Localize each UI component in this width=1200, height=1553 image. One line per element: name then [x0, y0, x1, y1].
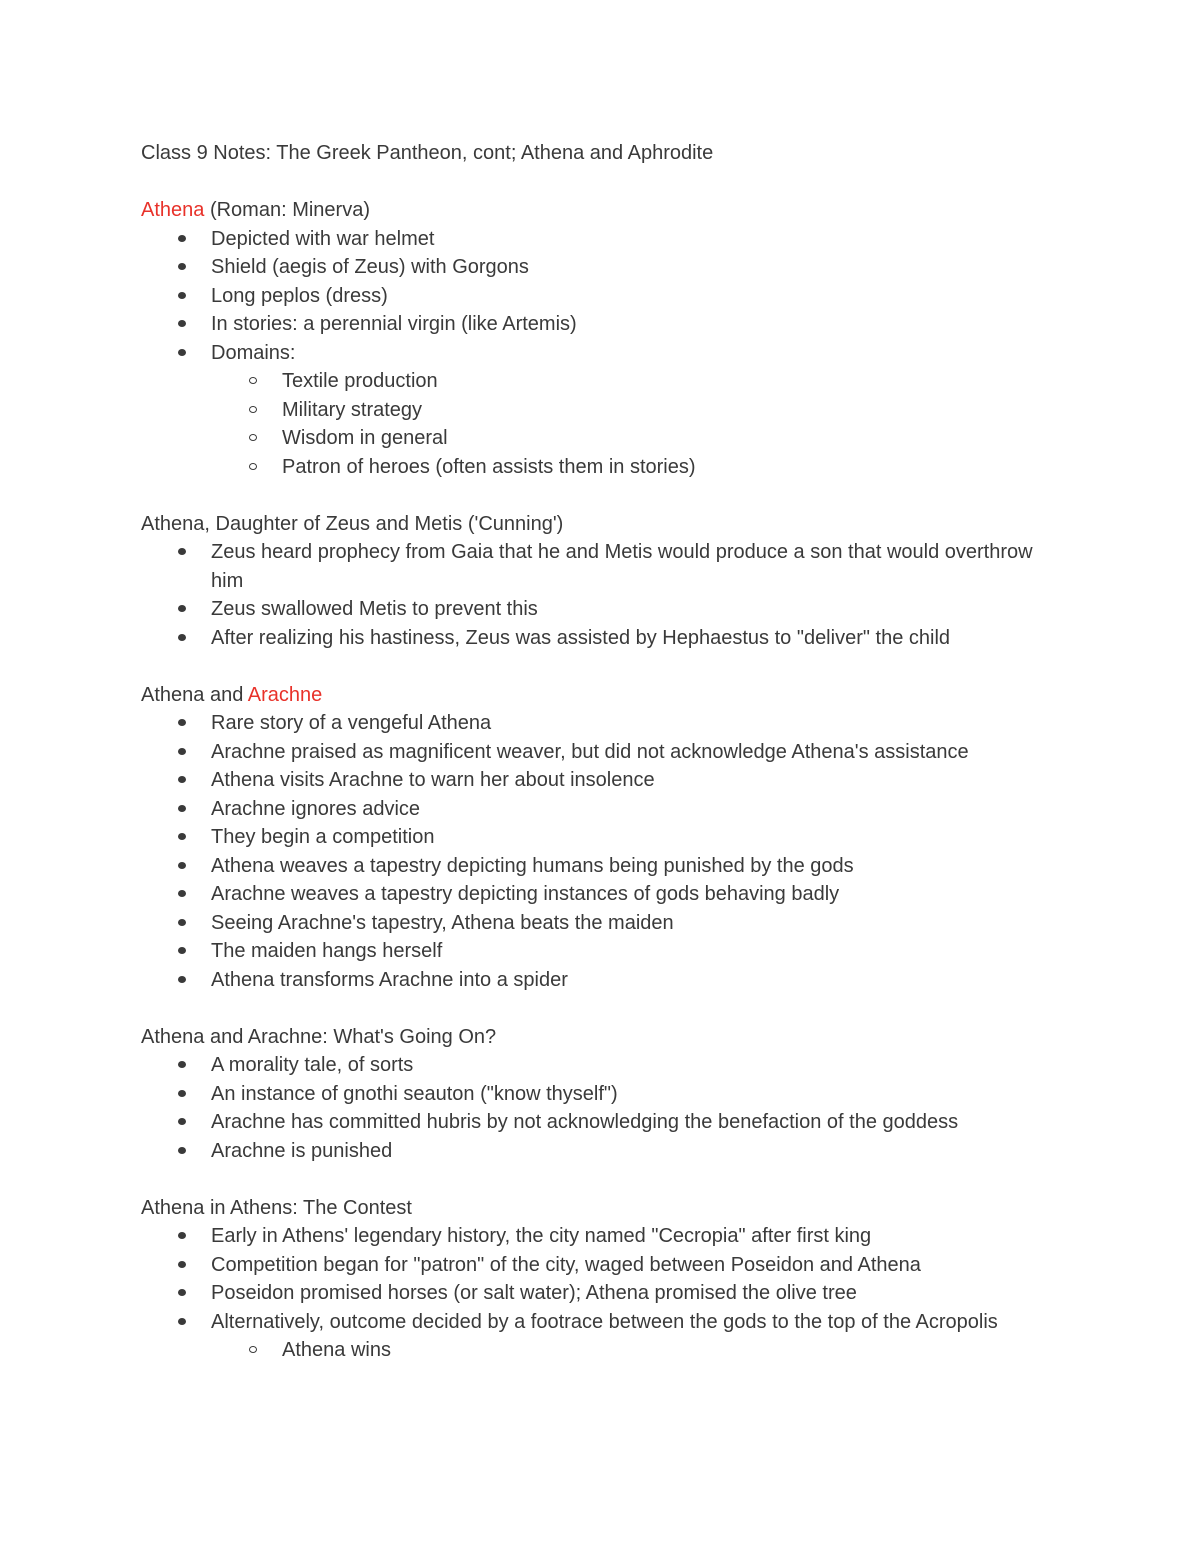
notes-section	[141, 196, 1061, 481]
bullet-item: Athena transforms Arachne into a spider	[141, 966, 1061, 995]
highlighted-name: Athena	[141, 199, 205, 221]
bullet-item: Zeus swallowed Metis to prevent this	[141, 595, 1061, 624]
bullet-item: Rare story of a vengeful Athena	[141, 709, 1061, 738]
bullet-item: An instance of gnothi seauton ("know thyself")	[141, 1080, 1061, 1109]
section-spacer	[141, 1165, 1061, 1194]
notes-section	[141, 1023, 1061, 1166]
heading-text: Athena and Arachne: What's Going On?	[141, 1025, 497, 1048]
bullet-item: Arachne praised as magnificent weaver, but did not acknowledge Athena's assistance	[141, 738, 1061, 767]
section-heading	[141, 1194, 1061, 1223]
heading-text: Athena and	[141, 683, 248, 706]
heading-text: Athena, Daughter of Zeus and Metis ('Cunning')	[141, 512, 564, 535]
bullet-item: Poseidon promised horses (or salt water); Athena promised the olive tree	[141, 1279, 1061, 1308]
bullet-item: Early in Athens' legendary history, the city named "Cecropia" after first king	[141, 1222, 1061, 1251]
highlighted-name: Arachne	[247, 683, 323, 706]
section-heading	[141, 1023, 1061, 1052]
notes-section	[141, 681, 1061, 995]
bullet-item: Seeing Arachne's tapestry, Athena beats the maiden	[141, 909, 1061, 938]
notes-section	[141, 1194, 1061, 1365]
notes-section	[141, 510, 1061, 653]
bullet-list	[141, 1051, 1061, 1165]
sub-bullet-item: Textile production	[141, 367, 1061, 396]
section-heading	[141, 510, 1061, 539]
section-heading	[141, 681, 1061, 710]
bullet-item: Athena visits Arachne to warn her about insolence	[141, 766, 1061, 795]
sub-bullet-item: Military strategy	[141, 396, 1061, 425]
bullet-item: Shield (aegis of Zeus) with Gorgons	[141, 253, 1061, 282]
bullet-item: Zeus heard prophecy from Gaia that he and Metis would produce a son that would overthrow him	[141, 538, 1061, 595]
bullet-item: A morality tale, of sorts	[141, 1051, 1061, 1080]
bullet-item: Long peplos (dress)	[141, 282, 1061, 311]
bullet-item: After realizing his hastiness, Zeus was assisted by Hephaestus to "deliver" the child	[141, 624, 1061, 653]
sub-bullet-item: Athena wins	[141, 1336, 1061, 1365]
sub-bullet-item: Wisdom in general	[141, 424, 1061, 453]
bullet-list	[141, 538, 1061, 652]
section-spacer	[141, 168, 1061, 197]
bullet-list	[141, 225, 1061, 482]
bullet-item: Alternatively, outcome decided by a footrace between the gods to the top of the Acropolis	[141, 1308, 1061, 1337]
sections-container	[141, 168, 1061, 1365]
section-spacer	[141, 481, 1061, 510]
heading-text: Athena in Athens: The Contest	[141, 1196, 412, 1219]
bullet-item: Competition began for "patron" of the city, waged between Poseidon and Athena	[141, 1251, 1061, 1280]
section-spacer	[141, 652, 1061, 681]
bullet-item: They begin a competition	[141, 823, 1061, 852]
bullet-item: Depicted with war helmet	[141, 225, 1061, 254]
heading-text: (Roman: Minerva)	[204, 199, 370, 221]
bullet-item: Arachne weaves a tapestry depicting instances of gods behaving badly	[141, 880, 1061, 909]
bullet-item: Arachne is punished	[141, 1137, 1061, 1166]
bullet-item: Arachne ignores advice	[141, 795, 1061, 824]
section-heading	[141, 196, 1061, 225]
sub-bullet-item: Patron of heroes (often assists them in stories)	[141, 453, 1061, 482]
section-spacer	[141, 994, 1061, 1023]
bullet-list	[141, 1222, 1061, 1365]
bullet-item: Athena weaves a tapestry depicting humans being punished by the gods	[141, 852, 1061, 881]
bullet-item: The maiden hangs herself	[141, 937, 1061, 966]
bullet-list	[141, 709, 1061, 994]
bullet-item: Domains:	[141, 339, 1061, 368]
document-page	[141, 139, 1061, 1365]
bullet-item: In stories: a perennial virgin (like Artemis)	[141, 310, 1061, 339]
document-title: Class 9 Notes: The Greek Pantheon, cont; Athena and Aphrodite	[141, 142, 714, 164]
bullet-item: Arachne has committed hubris by not acknowledging the benefaction of the goddess	[141, 1108, 1061, 1137]
